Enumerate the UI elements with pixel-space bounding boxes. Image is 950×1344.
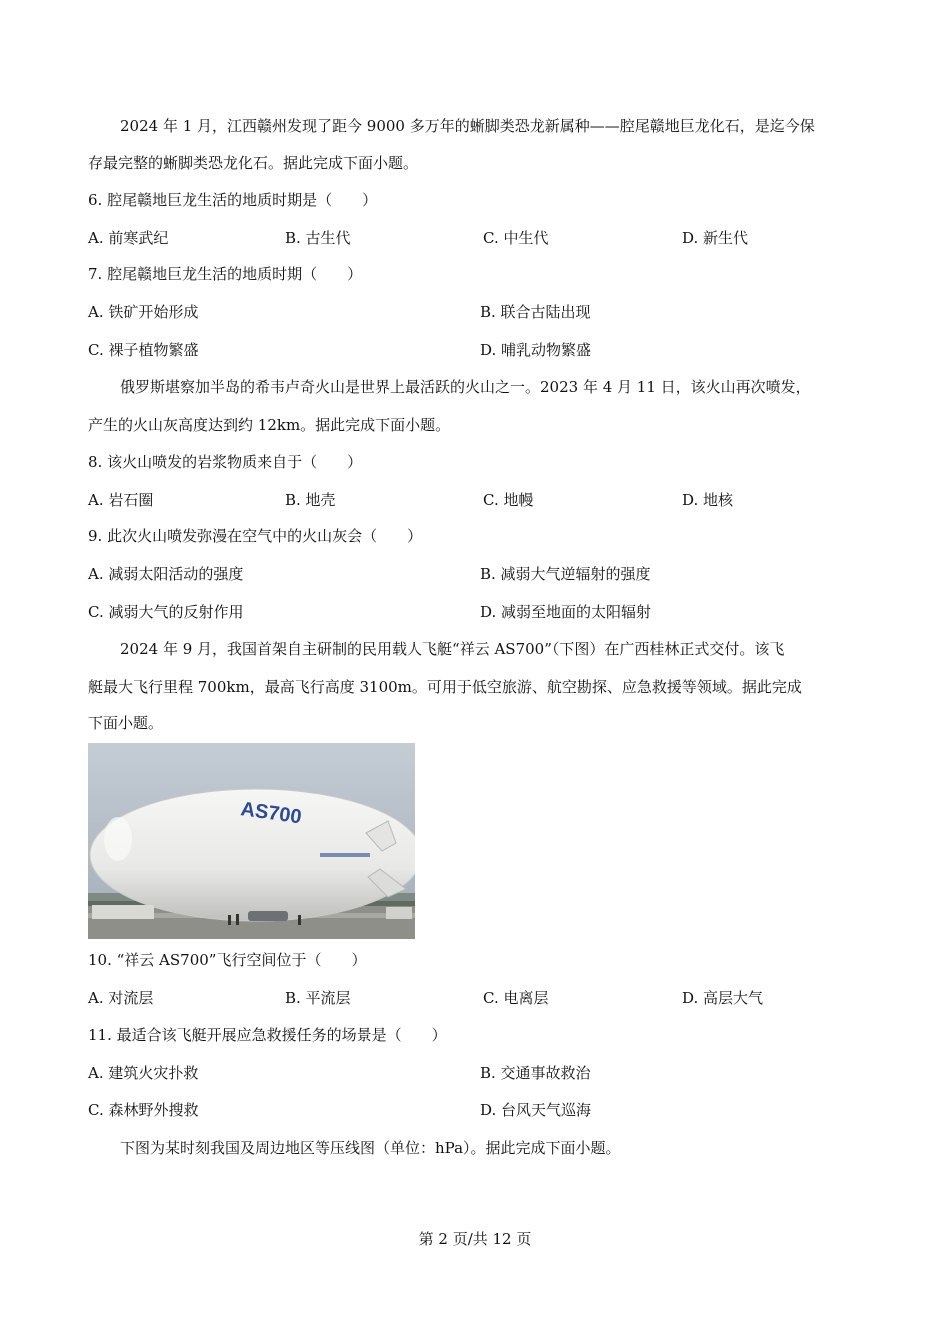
airship-photo (88, 743, 415, 939)
question-10-option-b: B. 平流层 (285, 989, 351, 1007)
intro-volcano-line-2: 产生的火山灰高度达到约 12km。据此完成下面小题。 (88, 416, 451, 434)
question-8-stem: 8. 该火山喷发的岩浆物质来自于（ ） (88, 453, 363, 471)
question-11-stem: 11. 最适合该飞艇开展应急救援任务的场景是（ ） (88, 1026, 447, 1044)
question-11-option-a: A. 建筑火灾扑救 (88, 1064, 199, 1082)
question-8-option-a: A. 岩石圈 (88, 491, 154, 509)
question-6-stem: 6. 腔尾赣地巨龙生活的地质时期是（ ） (88, 191, 378, 209)
question-6-option-d: D. 新生代 (682, 229, 749, 247)
page-number: 第 2 页/共 12 页 (418, 1230, 532, 1248)
intro-dinosaur-line-1: 2024 年 1 月，江西赣州发现了距今 9000 多万年的蜥脚类恐龙新属种——腔尾赣地巨龙化石，是迄今保 (120, 117, 815, 135)
question-7-option-a: A. 铁矿开始形成 (88, 303, 199, 321)
intro-airship-line-3: 下面小题。 (88, 714, 164, 732)
question-9-option-a: A. 减弱太阳活动的强度 (88, 565, 244, 583)
question-10-option-c: C. 电离层 (483, 989, 549, 1007)
question-9-option-b: B. 减弱大气逆辐射的强度 (480, 565, 651, 583)
question-7-option-c: C. 裸子植物繁盛 (88, 341, 199, 359)
question-7-stem: 7. 腔尾赣地巨龙生活的地质时期（ ） (88, 265, 363, 283)
question-9-stem: 9. 此次火山喷发弥漫在空气中的火山灰会（ ） (88, 527, 423, 545)
question-10-option-d: D. 高层大气 (682, 989, 764, 1007)
question-6-option-c: C. 中生代 (483, 229, 549, 247)
question-9-option-d: D. 减弱至地面的太阳辐射 (480, 603, 652, 621)
question-6-option-b: B. 古生代 (285, 229, 351, 247)
intro-isobar-line-1: 下图为某时刻我国及周边地区等压线图（单位：hPa）。据此完成下面小题。 (120, 1139, 621, 1157)
intro-volcano-line-1: 俄罗斯堪察加半岛的希韦卢奇火山是世界上最活跃的火山之一。2023 年 4 月 11 日，该火山再次喷发， (120, 378, 811, 396)
question-11-option-b: B. 交通事故救治 (480, 1064, 591, 1082)
intro-airship-line-1: 2024 年 9 月，我国首架自主研制的民用载人飞艇“祥云 AS700”（下图）在广西桂林正式交付。该飞 (120, 640, 785, 658)
question-8-option-d: D. 地核 (682, 491, 734, 509)
intro-airship-line-2: 艇最大飞行里程 700km，最高飞行高度 3100m。可用于低空旅游、航空勘探、应急救援等领域。据此完成 (88, 678, 802, 696)
question-11-option-d: D. 台风天气巡海 (480, 1101, 592, 1119)
question-8-option-c: C. 地幔 (483, 491, 534, 509)
question-9-option-c: C. 减弱大气的反射作用 (88, 603, 244, 621)
question-6-option-a: A. 前寒武纪 (88, 229, 169, 247)
question-11-option-c: C. 森林野外搜救 (88, 1101, 199, 1119)
question-10-stem: 10. “祥云 AS700”飞行空间位于（ ） (88, 951, 367, 969)
intro-dinosaur-line-2: 存最完整的蜥脚类恐龙化石。据此完成下面小题。 (88, 154, 419, 172)
question-10-option-a: A. 对流层 (88, 989, 154, 1007)
question-7-option-d: D. 哺乳动物繁盛 (480, 341, 592, 359)
airship-label: AS700 (239, 798, 303, 829)
question-8-option-b: B. 地壳 (285, 491, 336, 509)
question-7-option-b: B. 联合古陆出现 (480, 303, 591, 321)
